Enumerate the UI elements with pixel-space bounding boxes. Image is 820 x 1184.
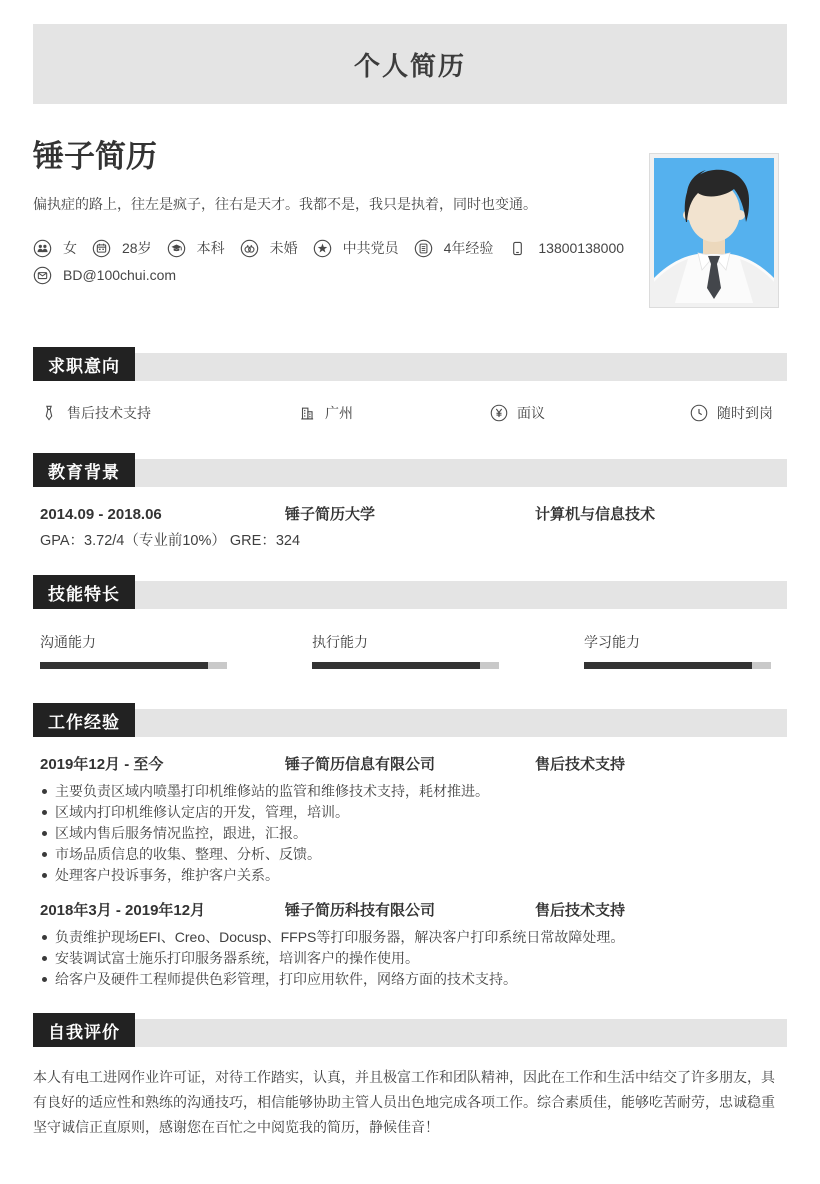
profile-info-list — [33, 238, 633, 285]
skill-bar-fill — [584, 662, 752, 669]
profile-tagline: 偏执症的路上，往左是疯子，往右是天才。我都不是，我只是执着，同时也变通。 — [33, 196, 537, 212]
section-title: 技能特长 — [33, 575, 135, 609]
education-major: 计算机与信息技术 — [535, 506, 656, 523]
bullet-item: 区域内打印机维修认定店的开发，管理，培训。 — [33, 802, 787, 823]
skill-bar — [40, 662, 227, 669]
section-header — [33, 347, 787, 381]
profile-photo — [649, 153, 779, 308]
info-item-gender — [33, 238, 77, 258]
info-item-party — [313, 238, 399, 258]
email-icon — [33, 266, 52, 285]
self-evaluation-text: 本人有电工进网作业许可证，对待工作踏实，认真，并且极富工作和团队精神，因此在工作和生活中结交了许多朋友，具有良好的适应性和熟练的沟通技巧，相信能够协助主管人员出色地完成各项工作。综合素质佳，能够吃苦耐劳，忠诚稳重坚守诚信正直原则，感谢您在百忙之中阅览我的简历，静候佳音！ — [33, 1069, 775, 1135]
info-label: 4年经验 — [443, 240, 494, 256]
skills-row — [33, 634, 787, 669]
section-skills — [33, 575, 787, 669]
skill-bar — [584, 662, 771, 669]
section-header — [33, 1013, 787, 1047]
job-title-row — [33, 901, 787, 921]
skill-label: 学习能力 — [584, 634, 640, 650]
job-period: 2018年3月 - 2019年12月 — [40, 902, 206, 919]
info-label: 女 — [63, 240, 77, 256]
education-period: 2014.09 - 2018.06 — [40, 506, 162, 523]
degree-icon — [167, 239, 186, 258]
job-company: 锤子简历信息有限公司 — [285, 756, 436, 773]
info-item-age — [92, 238, 152, 258]
info-label: 未婚 — [269, 240, 298, 256]
intent-label: 售后技术支持 — [67, 405, 151, 421]
info-label: BD@100chui.com — [63, 267, 177, 283]
profile-header — [33, 140, 787, 316]
section-header-band — [33, 581, 787, 609]
skill-item — [584, 634, 771, 669]
section-title: 求职意向 — [33, 347, 135, 381]
person-name: 锤子简历 — [33, 139, 157, 174]
job-entry — [33, 901, 787, 990]
education-detail: GPA：3.72/4（专业前10%） GRE：324 — [40, 533, 301, 549]
document-title: 个人简历 — [353, 50, 466, 81]
intent-salary — [490, 403, 690, 423]
intent-position — [40, 403, 298, 423]
phone-icon — [508, 239, 527, 258]
job-period: 2019年12月 - 至今 — [40, 756, 164, 773]
skill-item — [312, 634, 499, 669]
section-job-intent — [33, 347, 787, 423]
bullet-item: 处理客户投诉事务，维护客户关系。 — [33, 865, 787, 886]
section-header — [33, 453, 787, 487]
info-label: 本科 — [196, 240, 225, 256]
skill-item — [40, 634, 227, 669]
tie-icon — [40, 404, 58, 422]
experience-icon — [414, 239, 433, 258]
info-item-phone — [508, 238, 624, 258]
section-title: 教育背景 — [33, 453, 135, 487]
marital-icon — [240, 239, 259, 258]
info-item-experience — [414, 238, 494, 258]
salary-icon — [490, 404, 508, 422]
section-title: 自我评价 — [33, 1013, 135, 1047]
job-entry — [33, 755, 787, 886]
section-header-band — [33, 709, 787, 737]
info-label: 中共党员 — [342, 240, 399, 256]
bullet-item: 安装调试富士施乐打印服务器系统，培训客户的操作使用。 — [33, 948, 787, 969]
document-title-band — [33, 24, 787, 104]
clock-icon — [690, 404, 708, 422]
job-role: 售后技术支持 — [535, 902, 626, 919]
intent-city — [298, 403, 490, 423]
section-header — [33, 575, 787, 609]
education-row — [33, 505, 787, 525]
section-header-band — [33, 459, 787, 487]
info-item-degree — [167, 238, 225, 258]
job-title-row — [33, 755, 787, 775]
skill-label: 执行能力 — [312, 634, 368, 650]
skill-bar — [312, 662, 499, 669]
section-education — [33, 453, 787, 551]
info-item-email — [33, 265, 176, 285]
bullet-item: 给客户及硬件工程师提供色彩管理，打印应用软件，网络方面的技术支持。 — [33, 969, 787, 990]
info-item-marital — [240, 238, 298, 258]
info-label: 13800138000 — [538, 240, 625, 256]
section-self-evaluation — [33, 1013, 787, 1140]
info-label: 28岁 — [122, 240, 152, 256]
job-intent-row — [33, 403, 787, 423]
bullet-item: 负责维护现场EFI、Creo、Docusp、FFPS等打印服务器，解决客户打印系统日常故障处理。 — [33, 927, 787, 948]
job-role: 售后技术支持 — [535, 756, 626, 773]
age-icon — [92, 239, 111, 258]
intent-label: 面议 — [517, 405, 545, 421]
skill-bar-fill — [40, 662, 208, 669]
bullet-item: 市场品质信息的收集、整理、分析、反馈。 — [33, 844, 787, 865]
bullet-item: 主要负责区域内喷墨打印机维修站的监管和维修技术支持，耗材推进。 — [33, 781, 787, 802]
job-bullet-list — [33, 781, 787, 886]
section-header-band — [33, 1019, 787, 1047]
skill-bar-fill — [312, 662, 480, 669]
party-emblem-icon — [313, 239, 332, 258]
avatar-illustration — [654, 158, 774, 303]
section-title: 工作经验 — [33, 703, 135, 737]
intent-label: 广州 — [325, 405, 353, 421]
job-bullet-list — [33, 927, 787, 990]
section-experience — [33, 703, 787, 990]
gender-icon — [33, 239, 52, 258]
job-company: 锤子简历科技有限公司 — [285, 902, 436, 919]
intent-availability — [690, 403, 773, 423]
skill-label: 沟通能力 — [40, 634, 96, 650]
building-icon — [298, 404, 316, 422]
bullet-item: 区域内售后服务情况监控，跟进，汇报。 — [33, 823, 787, 844]
intent-label: 随时到岗 — [717, 405, 773, 421]
section-header — [33, 703, 787, 737]
education-school: 锤子简历大学 — [285, 506, 376, 523]
section-header-band — [33, 353, 787, 381]
